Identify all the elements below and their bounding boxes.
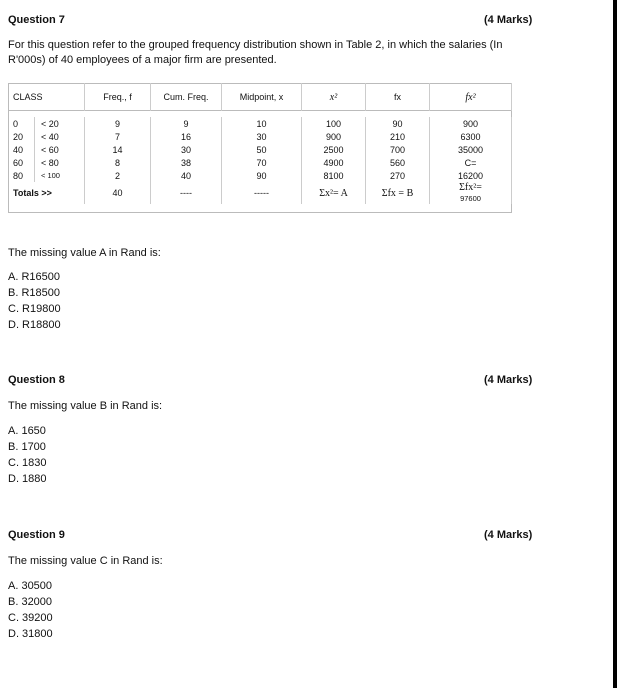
question-9-prompt: The missing value C in Rand is: [8,555,163,567]
midpoint-cell: 50 [222,143,302,156]
freq-cell: 8 [85,156,151,169]
question-7-marks: (4 Marks) [484,14,533,26]
totals-midpoint: ----- [222,182,302,204]
totals-fx: Σfx = B [366,182,430,204]
midpoint-cell: 70 [222,156,302,169]
totals-fx-squared [430,182,512,204]
fx-squared-cell: 900 [430,117,512,130]
totals-fx-squared-value: 97600 [460,194,481,203]
fx-cell: 90 [366,117,430,130]
class-lower: 20 [9,130,35,143]
class-lower: 60 [9,156,35,169]
frequency-table [8,83,512,213]
header-class: CLASS [9,84,85,111]
fx-cell: 210 [366,130,430,143]
question-9-option-d[interactable]: D. 31800 [8,628,53,640]
table-header-row [9,84,512,111]
question-9-option-b[interactable]: B. 32000 [8,596,53,608]
cum-freq-cell: 30 [151,143,222,156]
question-8-option-d[interactable]: D. 1880 [8,473,47,485]
question-7-option-d[interactable]: D. R18800 [8,319,61,331]
fx-cell: 560 [366,156,430,169]
header-cum-freq: Cum. Freq. [151,84,222,111]
page-right-border [613,0,617,688]
cum-freq-cell: 16 [151,130,222,143]
fx-cell: 700 [366,143,430,156]
x-squared-cell: 8100 [302,169,366,182]
question-7-intro-line1: For this question refer to the grouped frequency distribution shown in Table 2, in which the salaries (In [8,39,503,51]
question-7-title: Question 7 [8,14,65,26]
table-row [9,143,512,156]
x-squared-cell: 2500 [302,143,366,156]
table-row [9,156,512,169]
x-squared-cell: 100 [302,117,366,130]
fx-cell: 270 [366,169,430,182]
cum-freq-cell: 9 [151,117,222,130]
totals-fx-squared-label: Σfx²= [459,182,482,193]
question-8-title: Question 8 [8,374,65,386]
question-8-prompt: The missing value B in Rand is: [8,400,163,412]
question-9-option-a[interactable]: A. 30500 [8,580,53,592]
cum-freq-cell: 38 [151,156,222,169]
totals-cum-freq: ---- [151,182,222,204]
question-7-intro-line2: R'000s) of 40 employees of a major firm are presented. [8,54,277,66]
class-lower: 80 [9,169,35,182]
midpoint-cell: 10 [222,117,302,130]
question-9-option-c[interactable]: C. 39200 [8,612,53,624]
question-9-title: Question 9 [8,529,65,541]
question-9-marks: (4 Marks) [484,529,533,541]
question-7-option-c[interactable]: C. R19800 [8,303,61,315]
header-fx: fx [366,84,430,111]
class-upper: < 20 [35,117,85,130]
fx-squared-cell: 16200 [430,169,512,182]
question-7-prompt: The missing value A in Rand is: [8,247,161,259]
totals-row [9,182,512,204]
fx-squared-cell: 35000 [430,143,512,156]
class-upper: < 80 [35,156,85,169]
class-lower: 0 [9,117,35,130]
header-x-squared: x² [302,84,366,111]
question-7-option-a[interactable]: A. R16500 [8,271,60,283]
fx-squared-cell-missing-c: C= [430,156,512,169]
header-midpoint: Midpoint, x [222,84,302,111]
x-squared-cell: 900 [302,130,366,143]
header-fx-squared: fx² [430,84,512,111]
question-7-option-b[interactable]: B. R18500 [8,287,60,299]
header-freq: Freq., f [85,84,151,111]
question-8-option-a[interactable]: A. 1650 [8,425,46,437]
freq-cell: 7 [85,130,151,143]
totals-label: Totals >> [9,182,85,204]
totals-freq: 40 [85,182,151,204]
table-row [9,130,512,143]
class-lower: 40 [9,143,35,156]
totals-x-squared: Σx²= A [302,182,366,204]
table-row [9,169,512,182]
midpoint-cell: 90 [222,169,302,182]
fx-squared-cell: 6300 [430,130,512,143]
question-8-option-b[interactable]: B. 1700 [8,441,46,453]
x-squared-cell: 4900 [302,156,366,169]
freq-cell: 9 [85,117,151,130]
table-row [9,117,512,130]
question-8-option-c[interactable]: C. 1830 [8,457,47,469]
question-8-marks: (4 Marks) [484,374,533,386]
midpoint-cell: 30 [222,130,302,143]
class-upper: < 100 [35,169,85,182]
freq-cell: 2 [85,169,151,182]
class-upper: < 60 [35,143,85,156]
cum-freq-cell: 40 [151,169,222,182]
freq-cell: 14 [85,143,151,156]
class-upper: < 40 [35,130,85,143]
